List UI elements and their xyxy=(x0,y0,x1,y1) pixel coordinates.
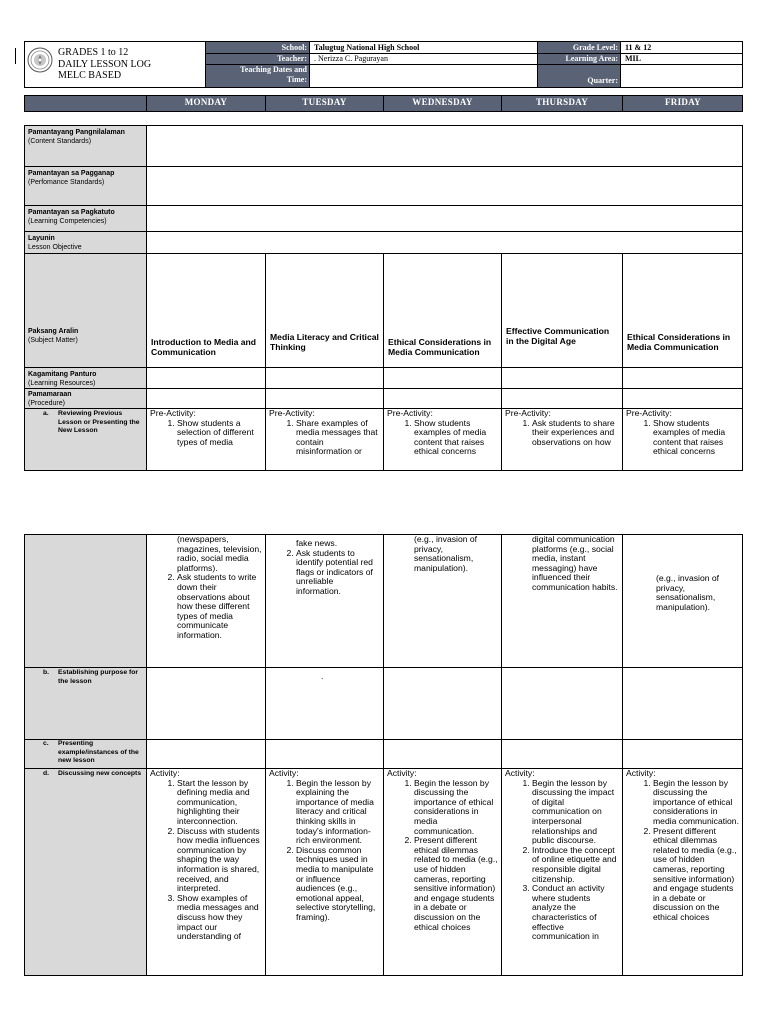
topic-monday: Introduction to Media and Communication xyxy=(151,337,257,357)
pre-activity-label: Pre-Activity: xyxy=(269,408,315,418)
list-item: 2. Present different ethical dilemmas related to media (e.g., use of hidden cameras, reporting sensitive information) and engage students in a debate or discussion on the ethical choices xyxy=(653,827,740,923)
day-friday: FRIDAY xyxy=(665,97,701,107)
proc-d-wednesday xyxy=(384,768,501,975)
proc-a-wednesday-cont xyxy=(384,534,501,666)
proc-a-letter: a. xyxy=(43,410,49,417)
row-label-subject-matter xyxy=(25,325,146,347)
content-standards-sub: (Content Standards) xyxy=(28,138,92,145)
proc-c-letter: c. xyxy=(43,740,49,747)
quarter-label: Quarter: xyxy=(587,76,618,85)
title-line-2: DAILY LESSON LOG xyxy=(58,58,152,70)
topic-friday: Ethical Considerations in Media Communication xyxy=(627,332,731,352)
proc-c-text: Presenting example/instances of the new lesson xyxy=(58,740,139,764)
proc-a-wednesday xyxy=(384,408,501,470)
list-item: 3. Show examples of media messages and discuss how they impact our understanding of xyxy=(177,894,262,942)
proc-d-text: Discussing new concepts xyxy=(58,770,142,777)
performance-standards-main: Pamantayan sa Pagganap xyxy=(28,170,115,177)
list-item: 2. Present different ethical dilemmas related to media (e.g., use of hidden cameras, reporting sensitive information) and engage students in a debate or discussion on the ethical choices xyxy=(414,836,498,932)
proc-a-monday-cont xyxy=(147,534,265,666)
proc-b-letter: b. xyxy=(43,669,50,676)
list-item: 1. Show students a selection of different types of media xyxy=(177,419,262,448)
teacher-label: Teacher: xyxy=(277,54,307,63)
performance-standards-sub: (Perfomance Standards) xyxy=(28,179,105,186)
proc-a-friday-cont xyxy=(623,573,743,665)
content-standards-main: Pamantayang Pangnilalaman xyxy=(28,129,125,136)
procedure-sub: (Procedure) xyxy=(28,400,65,407)
proc-a-thursday xyxy=(502,408,622,470)
list-item: 1. Begin the lesson by explaining the importance of media literacy and critical thinking skills in today's information-rich environment. xyxy=(296,779,380,846)
list-item: 1. Ask students to share their experiences and observations on how xyxy=(532,419,619,448)
row-label-procedure xyxy=(25,388,146,410)
row-label-performance-standards xyxy=(25,167,146,189)
day-wednesday: WEDNESDAY xyxy=(412,97,473,107)
proc-a-thursday-cont xyxy=(502,534,622,666)
proc-a-tuesday xyxy=(266,408,383,470)
form-title xyxy=(58,47,203,82)
title-line-1: GRADES 1 to 12 xyxy=(58,47,129,58)
list-item: 1. Start the lesson by defining media and communication, highlighting their interconnection. xyxy=(177,779,262,827)
activity-label: Activity: xyxy=(505,768,535,778)
list-item: 2. Introduce the concept of online etiquette and responsible digital citizenship. xyxy=(532,846,619,884)
proc-d-letter: d. xyxy=(43,770,50,777)
area-label: Learning Area: xyxy=(565,54,618,63)
day-monday: MONDAY xyxy=(184,97,228,107)
topic-tuesday: Media Literacy and Critical Thinking xyxy=(270,332,379,352)
list-item: 1. Begin the lesson by discussing the importance of ethical considerations in media communication. xyxy=(414,779,498,837)
grade-label: Grade Level: xyxy=(572,43,618,52)
list-item: 1. Share examples of media messages that contain misinformation or xyxy=(296,419,380,457)
proc-d-thursday xyxy=(502,768,622,975)
subject-matter-sub: (Subject Matter) xyxy=(28,337,78,344)
list-item: 2. Discuss with students how media influences communication by shaping the way information is shared, received, and interpreted. xyxy=(177,827,262,894)
proc-d-friday xyxy=(623,768,743,975)
proc-a-text: Reviewing Previous Lesson or Presenting the New Lesson xyxy=(58,410,140,434)
thursday-cont-text: digital communication platforms (e.g., social media, instant messaging) have influenced their communication habits. xyxy=(532,534,618,592)
day-thursday: THURSDAY xyxy=(535,97,589,107)
title-line-3: MELC BASED xyxy=(58,70,122,81)
row-label-learning-competencies xyxy=(25,206,146,228)
proc-d-tuesday xyxy=(266,768,383,975)
deped-seal-icon xyxy=(27,47,53,73)
list-item: 1. Begin the lesson by discussing the impact of digital communication on interpersonal relationships and public discourse. xyxy=(532,779,619,846)
proc-d-monday xyxy=(147,768,265,975)
proc-b-text: Establishing purpose for the lesson xyxy=(58,669,139,685)
pre-activity-label: Pre-Activity: xyxy=(150,408,196,418)
row-label-content-standards xyxy=(25,126,146,148)
list-item: 1. Begin the lesson by discussing the importance of ethical considerations in media communication. xyxy=(653,779,740,827)
list-item: 2. Ask students to write down their observations about how these different types of media communicate information. xyxy=(177,573,262,640)
day-tuesday: TUESDAY xyxy=(302,97,347,107)
proc-a-friday xyxy=(623,408,743,470)
teacher-value: . Nerizza C. Pagurayan xyxy=(314,54,388,63)
tuesday-cont-text: fake news. xyxy=(296,538,338,548)
area-value: MIL xyxy=(625,54,641,63)
learning-resources-sub: (Learning Resources) xyxy=(28,380,96,387)
wednesday-cont-text: (e.g., invasion of privacy, sensationalism, manipulation). xyxy=(414,534,478,573)
objective-main: Layunin xyxy=(28,235,55,242)
list-item: 1. Show students examples of media content that raises ethical concerns xyxy=(414,419,498,457)
proc-a-tuesday-cont xyxy=(266,538,383,666)
topic-thursday: Effective Communication in the Digital Age xyxy=(506,326,610,346)
school-value: Talugtug National High School xyxy=(314,43,420,52)
row-label-objective xyxy=(25,232,146,254)
proc-b-tuesday-mark: . xyxy=(321,671,324,681)
left-margin-mark xyxy=(15,48,16,64)
list-item: 3. Conduct an activity where students analyze the characteristics of effective communication in xyxy=(532,884,619,942)
activity-label: Activity: xyxy=(269,768,299,778)
procedure-main: Pamamaraan xyxy=(28,391,72,398)
pre-activity-label: Pre-Activity: xyxy=(626,408,672,418)
activity-label: Activity: xyxy=(626,768,656,778)
monday-cont-text: (newspapers, magazines, television, radio, social media platforms). xyxy=(177,534,262,573)
pre-activity-label: Pre-Activity: xyxy=(505,408,551,418)
topic-wednesday: Ethical Considerations in Media Communication xyxy=(388,337,492,357)
pre-activity-label: Pre-Activity: xyxy=(387,408,433,418)
activity-label: Activity: xyxy=(150,768,180,778)
list-item: 2. Ask students to identify potential red flags or indicators of unreliable information. xyxy=(296,549,380,597)
list-item: 1. Show students examples of media content that raises ethical concerns xyxy=(653,419,740,457)
objective-sub: Lesson Objective xyxy=(28,244,82,251)
learning-competencies-main: Pamantayan sa Pagkatuto xyxy=(28,209,115,216)
dates-label-2: Time: xyxy=(286,75,307,84)
proc-a-monday xyxy=(147,408,265,470)
dates-label-1: Teaching Dates and xyxy=(240,65,307,74)
list-item: 2. Discuss common techniques used in media to manipulate or influence audiences (e.g., emotional appeal, selective storytelling, framing). xyxy=(296,846,380,923)
grade-value: 11 & 12 xyxy=(625,43,652,52)
activity-label: Activity: xyxy=(387,768,417,778)
learning-resources-main: Kagamitang Panturo xyxy=(28,371,97,378)
friday-cont-text: (e.g., invasion of privacy, sensationalism, manipulation). xyxy=(656,573,720,612)
subject-matter-main: Paksang Aralin xyxy=(28,328,79,335)
learning-competencies-sub: (Learning Competencies) xyxy=(28,218,107,225)
school-label: School: xyxy=(281,43,307,52)
row-label-learning-resources xyxy=(25,368,146,390)
dates-label xyxy=(206,65,307,85)
